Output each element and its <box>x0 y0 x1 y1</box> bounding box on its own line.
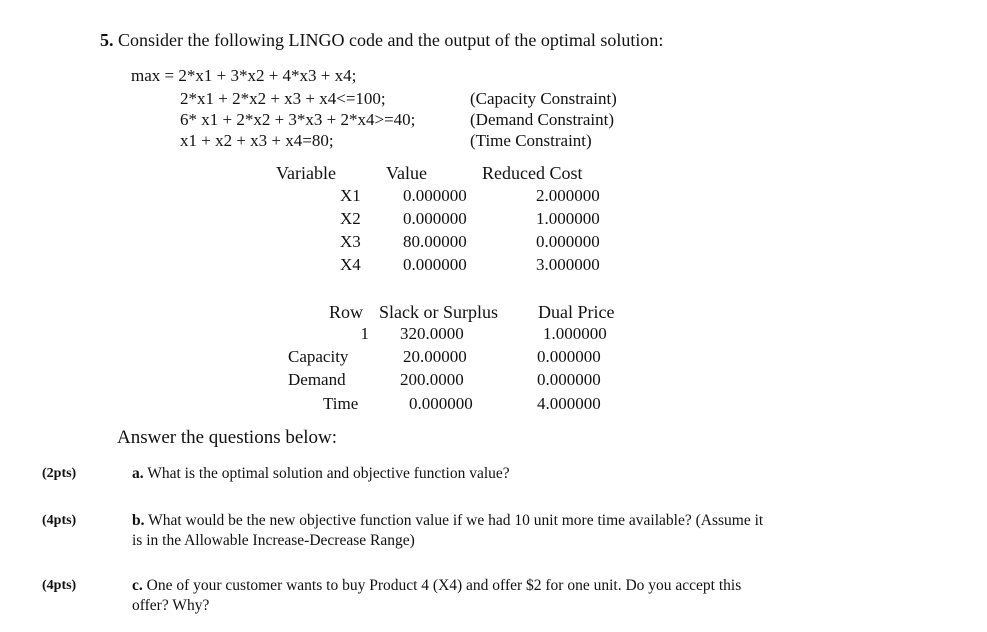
table-row-variable: X1 <box>340 186 361 205</box>
table-row-name: Demand <box>288 370 346 389</box>
subquestion-letter: a. <box>132 465 144 482</box>
question-number: 5. <box>100 30 114 50</box>
question-prompt: Consider the following LINGO code and the output of the optimal solution: <box>118 30 664 50</box>
table-row-reduced-cost: 0.000000 <box>536 232 600 251</box>
points-label-c: (4pts) <box>42 578 77 593</box>
subquestion-letter: b. <box>132 512 145 529</box>
table-row-dual: 0.000000 <box>537 370 601 389</box>
variable-header: Variable <box>276 163 336 183</box>
time-constraint: x1 + x2 + x3 + x4=80; <box>180 131 334 150</box>
table-row-reduced-cost: 2.000000 <box>536 186 600 205</box>
demand-constraint-label: (Demand Constraint) <box>470 110 614 129</box>
table-row-value: 0.000000 <box>403 209 467 228</box>
subquestion-c <box>132 576 741 616</box>
value-header: Value <box>386 163 427 183</box>
table-row-dual: 1.000000 <box>543 324 607 343</box>
subquestion-text-continued: offer? Why? <box>132 597 210 614</box>
table-row-variable: X2 <box>340 209 361 228</box>
table-row-slack: 200.0000 <box>400 370 464 389</box>
reduced-cost-header: Reduced Cost <box>482 163 583 183</box>
table-row-name: Capacity <box>288 347 349 366</box>
question-title <box>100 30 663 51</box>
table-row-slack: 320.0000 <box>400 324 464 343</box>
row-header: Row <box>329 302 364 322</box>
table-row-name: 1 <box>360 324 369 343</box>
subquestion-text: What would be the new objective function value if we had 10 unit more time available? (Assume it <box>148 512 764 529</box>
subquestion-letter: c. <box>132 577 143 594</box>
table-row-name: Time <box>323 394 359 413</box>
points-label-b: (4pts) <box>42 513 77 528</box>
table-row-slack: 0.000000 <box>409 394 473 413</box>
table-row-value: 0.000000 <box>403 255 467 274</box>
capacity-constraint: 2*x1 + 2*x2 + x3 + x4<=100; <box>180 89 386 108</box>
table-row-reduced-cost: 1.000000 <box>536 209 600 228</box>
table-row-variable: X4 <box>340 255 361 274</box>
subquestion-text: One of your customer wants to buy Product 4 (X4) and offer $2 for one unit. Do you accept this <box>146 577 742 594</box>
subquestion-text-continued: is in the Allowable Increase-Decrease Range) <box>132 532 415 549</box>
points-label-a: (2pts) <box>42 466 77 481</box>
table-row-dual: 0.000000 <box>537 347 601 366</box>
table-row-slack: 20.00000 <box>403 347 467 366</box>
time-constraint-label: (Time Constraint) <box>470 131 592 150</box>
objective-function: max = 2*x1 + 3*x2 + 4*x3 + x4; <box>131 66 357 85</box>
subquestion-b <box>132 511 763 551</box>
capacity-constraint-label: (Capacity Constraint) <box>470 89 617 108</box>
slack-header: Slack or Surplus <box>379 302 498 322</box>
table-row-variable: X3 <box>340 232 361 251</box>
table-row-value: 0.000000 <box>403 186 467 205</box>
demand-constraint: 6* x1 + 2*x2 + 3*x3 + 2*x4>=40; <box>180 110 416 129</box>
table-row-value: 80.00000 <box>403 232 467 251</box>
table-row-dual: 4.000000 <box>537 394 601 413</box>
dual-price-header: Dual Price <box>538 302 615 322</box>
subquestion-text: What is the optimal solution and objective function value? <box>147 465 510 482</box>
table-row-reduced-cost: 3.000000 <box>536 255 600 274</box>
subquestion-a <box>132 464 510 484</box>
answer-heading: Answer the questions below: <box>117 427 338 448</box>
